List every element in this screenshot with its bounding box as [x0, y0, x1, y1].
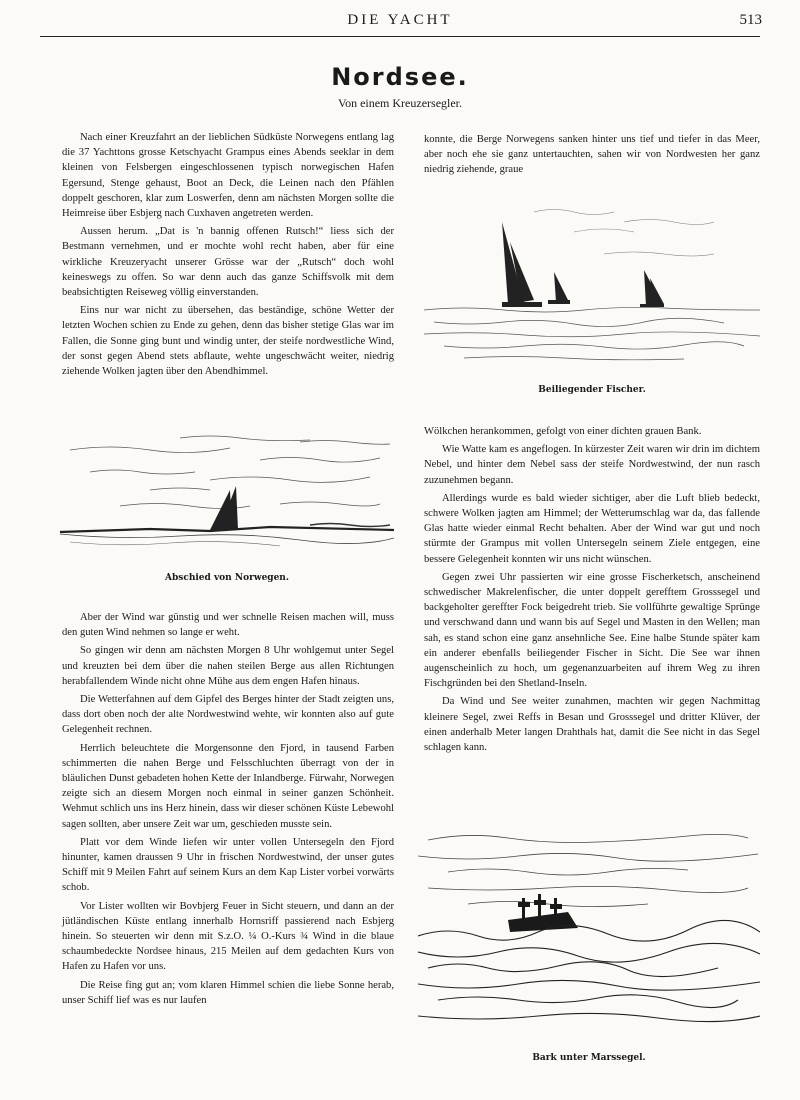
figure-bark-unter-marssegel: [418, 820, 760, 1063]
right-column-bottom: [424, 424, 760, 758]
article-subtitle: Von einem Kreuzersegler.: [337, 96, 463, 110]
paragraph: Wölkchen herankommen, gefolgt von einer dichten grauen Bank.: [424, 426, 702, 437]
illustration-sailboat-coast: [60, 420, 394, 570]
figure-caption: Abschied von Norwegen.: [165, 573, 289, 583]
paragraph: Platt vor dem Winde liefen wir unter vollen Untersegeln den Fjord hinunter, kamen draussen 9 Uhr in frischen Nordwestwind, der unser gutes Schiff mit 9 Meilen Fahrt auf seinem Kurs an dem Kap Lister vorbei vorwärts schob.: [62, 836, 394, 894]
paragraph: Die Reise fing gut an; vom klaren Himmel schien die liebe Sonne herab, unser Schiff lief was es nur laufen: [62, 979, 394, 1006]
paragraph: Die Wetterfahnen auf dem Gipfel des Berges hinter der Stadt zeigten uns, dass dort oben noch der alte Nordwestwind wehte, wir konnten also auf gute Gelegenheit rechnen.: [62, 694, 394, 736]
illustration-fishing-ketches: [424, 192, 760, 382]
paragraph: Allerdings wurde es bald wieder sichtiger, aber die Luft blieb bedeckt, schwere Wolken jagten am Himmel; der Wetterumschlag war da, das fallende Glas hatte wieder einmal Recht behalten. Aber der Wind war gut und noch stürmte der Grampus mit vollen Untersegeln seinem Ziele entgegen, eine bessere Gelegenheit konnten wir uns nicht wünschen.: [424, 492, 760, 565]
figure-caption: Beiliegender Fischer.: [538, 385, 646, 395]
header-rule: [40, 36, 760, 37]
right-column-top: [424, 132, 760, 181]
paragraph: konnte, die Berge Norwegens sanken hinter uns tief und tiefer in das Meer, aber noch ehe sie ganz untertauchten, sahen wir von Nordwesten her ganz niedrig ziehende, graue: [424, 134, 760, 176]
left-column-bottom: [62, 610, 394, 1011]
article-title: Nordsee.: [331, 63, 469, 91]
paragraph: Gegen zwei Uhr passierten wir eine grosse Fischerketsch, anscheinend schwedischer Makrelenfischer, die unter doppelt gerefftem Grosssegel und backgeholter gereffter Fock beigedreht trieb. Sie vollführte gewaltige Sprünge und verschwand dann und wann bis auf Segel und Masten in den Wellen; man sah, es stand schon eine ganz ansehnliche See. Eine halbe Stunde später kam ein anderer ebenfalls beiliegender Fischer in Sicht. Die See war ihnen augenscheinlich zu hoch, um gegenanzuarbeiten auf ihrem Weg zu ihren Fischgründen bei den Shetland-Inseln.: [424, 571, 760, 690]
paragraph: Nach einer Kreuzfahrt an der lieblichen Südküste Norwegens entlang lag die 37 Yachttons grosse Ketschyacht Grampus eines Abends seeklar in dem kleinen von Felsbergen eingeschlossenen typisch norwegischen Hafen Egersund, Stenge gehaust, Boot an Deck, die Leinen nach den Pfählen doppelt geschoren, klar zum Loswerfen, denn am nächsten Morgen sollte die Heimreise über Esbjerg nach Cuxhaven angetreten werden.: [62, 132, 394, 220]
page-number: 513: [739, 12, 762, 28]
figure-beiliegender-fischer: [424, 192, 760, 395]
figure-abschied: [60, 420, 394, 583]
title-block: [0, 62, 800, 111]
paragraph: Da Wind und See weiter zunahmen, machten wir gegen Nachmittag kleinere Segel, zwei Reffs in Besan und Grosssegel und dritter Klüver, der einen anderhalb Meter langen Drahthals hat, damit die See nicht in das Segel schlagen kann.: [424, 696, 760, 754]
figure-caption: Bark unter Marssegel.: [532, 1053, 646, 1063]
paragraph: Eins nur war nicht zu übersehen, das beständige, schöne Wetter der letzten Wochen schien zu Ende zu gehen, denn das bisher stetige Glas war im Fallen, die Sonne ging bunt und windig unter, der steife nordwestliche Wind, der sonst gegen Abend stets abflaute, wehte ungeschwächt weiter, niedrig ziehende Wolken jagten über den Abendhimmel.: [62, 305, 394, 378]
paragraph: So gingen wir denn am nächsten Morgen 8 Uhr wohlgemut unter Segel und kreuzten bei dem über die nahen steilen Berge aus allen Richtungen herabfallendem Winde nicht ohne Mühe aus dem engen Hafen hinaus.: [62, 645, 394, 687]
paragraph: Herrlich beleuchtete die Morgensonne den Fjord, in tausend Farben schimmerten die nahen Berge und Felsschluchten überragt von der in bläulichen Dunst gebadeten hohen Kette der Inlandberge. Fürwahr, Norwegen zeigte sich an diesem Morgen noch einmal in seiner ganzen Schönheit. Wehmut schlich uns ins Herz hinein, dass wir dieser schönen Küste Lebewohl sagen sollten, aber unsere Zeit war um, geschieden musste sein.: [62, 742, 394, 830]
left-column-top: [62, 130, 394, 382]
paragraph: Aussen herum. „Dat is 'n bannig offenen Rutsch!“ liess sich der Bestmann vernehmen, und er mochte wohl recht haben, aber für eine wirkliche Kreuzeryacht unserer Grösse war der „Rutsch“ doch wohl keineswegs zu offen. So war denn auch das ganze Schiffsvolk mit dem beabsichtigten Reiseweg völlig einverstanden.: [62, 226, 394, 299]
illustration-bark-in-storm: [418, 820, 760, 1050]
running-head: [0, 8, 800, 36]
paragraph: Vor Lister wollten wir Bovbjerg Feuer in Sicht steuern, und dann an der jütländischen Küste entlang innerhalb Hornsriff passierend nach Esbjerg hinein. So steuerten wir denn mit S.z.O. ¼ O.-Kurs ¾ Wind in die blaue schaumbedeckte Nordsee hinaus, 215 Meilen auf dem gedachten Kurs von Hafen zu Hafen vor uns.: [62, 900, 394, 973]
paragraph: Aber der Wind war günstig und wer schnelle Reisen machen will, muss den guten Wind nehmen so lange er weht.: [62, 612, 394, 639]
journal-name: DIE YACHT: [347, 12, 453, 28]
paragraph: Wie Watte kam es angeflogen. In kürzester Zeit waren wir drin im dichtem Nebel, und hinter dem Nebel sass der steife Nordwestwind, der nun rasch zuzunehmen begann.: [424, 444, 760, 486]
